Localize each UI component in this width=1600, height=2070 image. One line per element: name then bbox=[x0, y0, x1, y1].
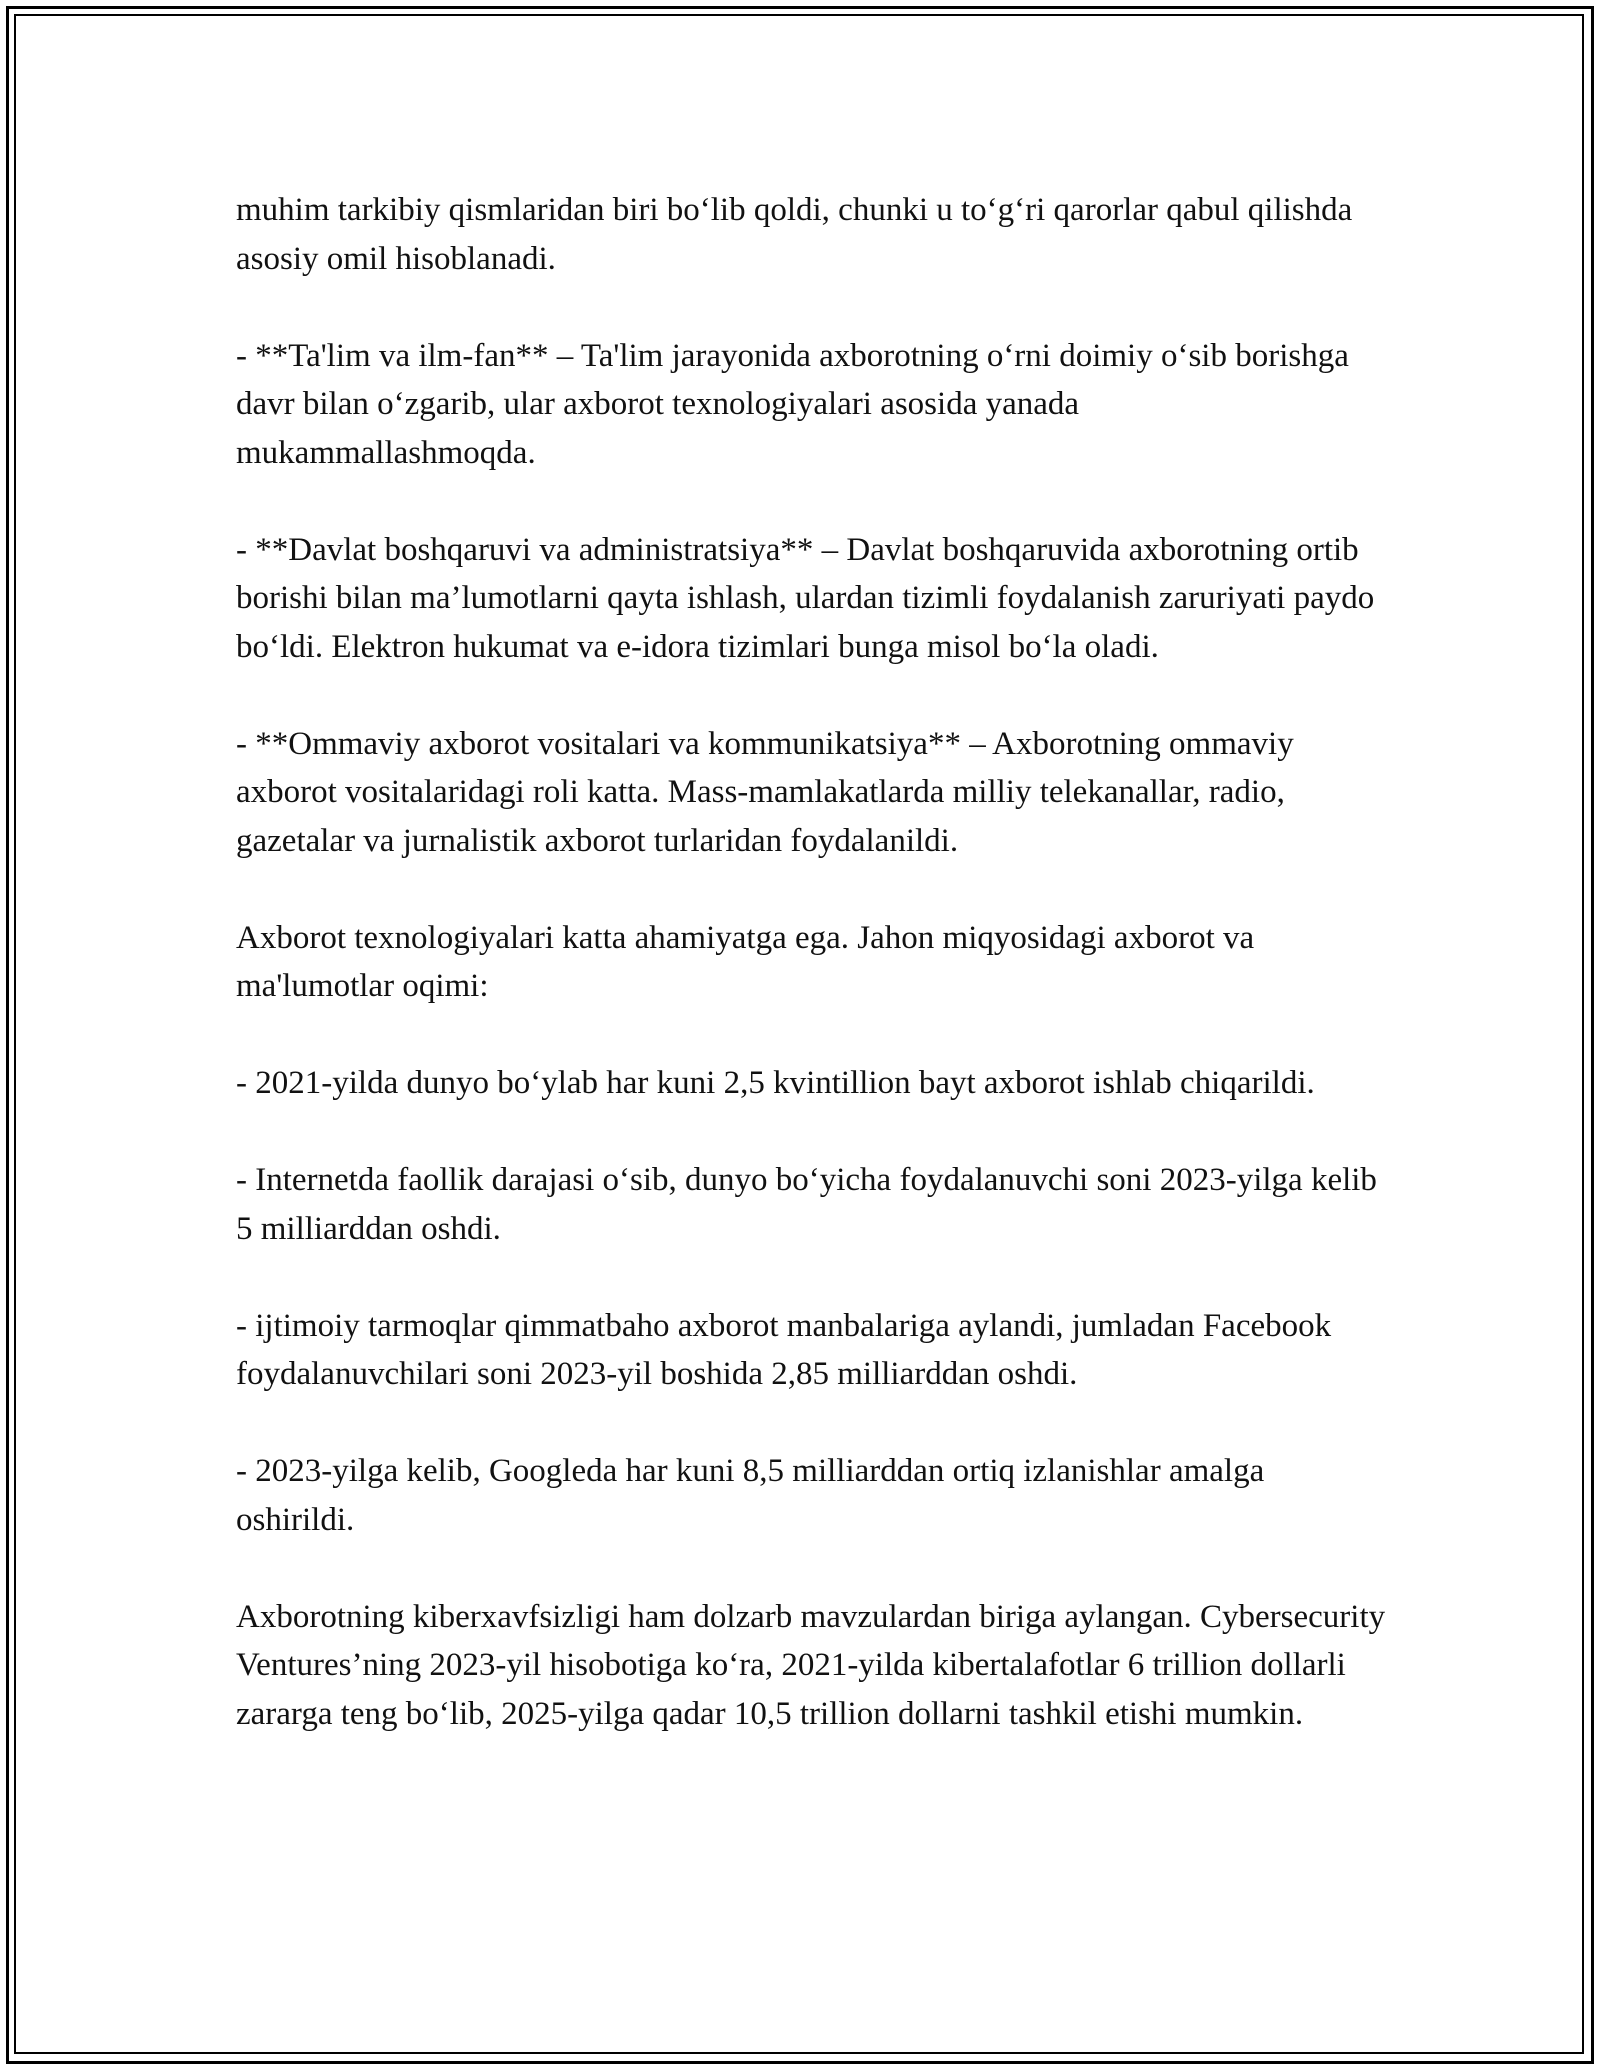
list-item: - **Ta'lim va ilm-fan** – Ta'lim jarayonida axborotning o‘rni doimiy o‘sib borishga davr bilan o‘zgarib, ular axborot texnologiyalari asosida yanada mukammallashmoqda. bbox=[236, 337, 1349, 471]
list-item: - **Ommaviy axborot vositalari va kommunikatsiya** – Axborotning ommaviy axborot vositalaridagi roli katta. Mass-mamlakatlarda milliy telekanallar, radio, gazetalar va jurnalistik axborot turlaridan foydalanildi. bbox=[236, 725, 1294, 859]
list-item: - 2021-yilda dunyo bo‘ylab har kuni 2,5 kvintillion bayt axborot ishlab chiqarildi. bbox=[236, 1065, 1315, 1101]
list-item: - **Davlat boshqaruvi va administratsiya** – Davlat boshqaruvida axborotning ortib borishi bilan ma’lumotlarni qayta ishlash, ulardan tizimli foydalanish zaruriyati paydo bo‘ldi. Elektron hukumat va e-idora tizimlari bunga misol bo‘la oladi. bbox=[236, 531, 1375, 665]
list-item: - 2023-yilga kelib, Googleda har kuni 8,5 milliarddan ortiq izlanishlar amalga oshirildi. bbox=[236, 1453, 1265, 1538]
paragraph: Axborot texnologiyalari katta ahamiyatga ega. Jahon miqyosidagi axborot va ma'lumotlar oqimi: bbox=[236, 919, 1255, 1004]
paragraph: muhim tarkibiy qismlaridan biri bo‘lib qoldi, chunki u to‘g‘ri qarorlar qabul qilishda asosiy omil hisoblanadi. bbox=[236, 192, 1353, 277]
paragraph: Axborotning kiberxavfsizligi ham dolzarb mavzulardan biriga aylangan. Cybersecurity Ventures’ning 2023-yil hisobotiga ko‘ra, 2021-yilda kibertalafotlar 6 trillion dollarli zararga teng bo‘lib, 2025-yilga qadar 10,5 trillion dollarni tashkil etishi mumkin. bbox=[236, 1598, 1386, 1732]
document-body bbox=[236, 186, 1386, 1738]
list-item: - ijtimoiy tarmoqlar qimmatbaho axborot manbalariga aylandi, jumladan Facebook foydalanuvchilari soni 2023-yil boshida 2,85 milliarddan oshdi. bbox=[236, 1307, 1332, 1392]
list-item: - Internetda faollik darajasi o‘sib, dunyo bo‘yicha foydalanuvchi soni 2023-yilga kelib 5 milliarddan oshdi. bbox=[236, 1162, 1377, 1247]
